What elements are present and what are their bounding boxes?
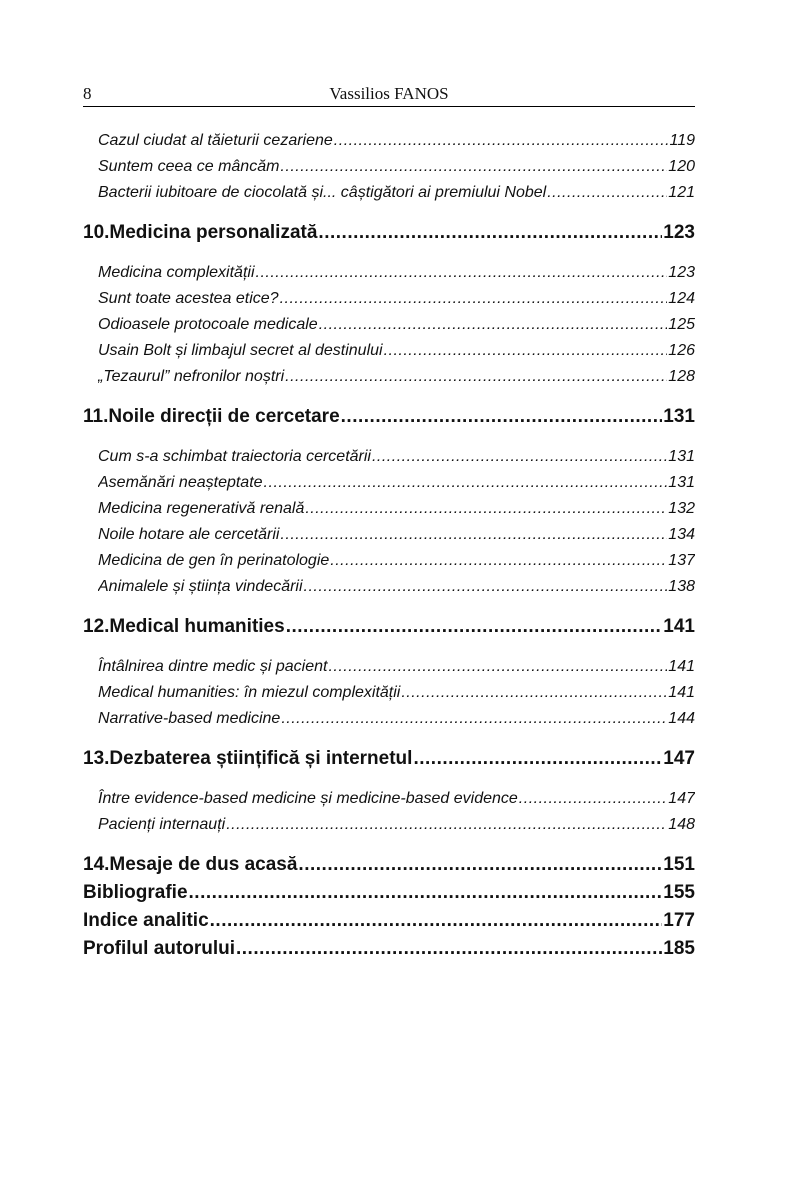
toc-entry-page: 123 [668,264,695,281]
chapter-title: 11.Noile direcții de cercetare [83,406,340,427]
toc-entry [98,706,695,732]
toc-entry-page: 148 [668,816,695,833]
toc-chapter-13 [83,745,695,773]
toc-entry [98,522,695,548]
toc-entry-title: Suntem ceea ce mâncăm [98,158,280,175]
toc-leader-dots [280,154,667,180]
toc-entry-title: Medicina de gen în perinatologie [98,552,330,569]
toc-entry [98,364,695,390]
toc-leader-dots [547,180,667,206]
chapter-page: 151 [663,854,695,875]
toc-leader-dots [341,403,663,431]
toc-leader-dots [264,470,668,496]
toc-leader-dots [401,680,667,706]
toc-leader-dots [236,935,662,963]
toc-author-profile [83,935,695,963]
toc-entry [98,312,695,338]
chapter-page: 131 [663,406,695,427]
chapter-title: 13.Dezbaterea științifică și internetul [83,748,413,769]
toc-entry [98,680,695,706]
toc-leader-dots [189,879,663,907]
toc-entry [98,496,695,522]
toc-entry [98,470,695,496]
toc-leader-dots [280,286,668,312]
chapter-page: 141 [663,616,695,637]
toc-entry [98,180,695,206]
toc-entry-page: 132 [668,500,695,517]
toc-leader-dots [285,364,667,390]
toc-entry [98,654,695,680]
toc-entry-title: Odioasele protocoale medicale [98,316,318,333]
toc-leader-dots [280,522,667,548]
toc-entry-title: Animalele și știința vindecării [98,578,303,595]
chapter-page: 155 [663,882,695,903]
page-number: 8 [83,84,92,103]
toc-bibliography [83,879,695,907]
chapter-title: Indice analitic [83,910,209,931]
toc-chapter-12 [83,613,695,641]
chapter-page: 177 [663,910,695,931]
toc-entry-page: 120 [668,158,695,175]
toc-entry-title: Usain Bolt și limbajul secret al destinului [98,342,383,359]
toc-entry [98,260,695,286]
chapter-title: 14.Mesaje de dus acasă [83,854,298,875]
toc-entry-title: Bacterii iubitoare de ciocolată și... câștigători ai premiului Nobel [98,184,547,201]
toc-entry [98,154,695,180]
toc-entry-title: Sunt toate acestea etice? [98,290,279,307]
toc-entry-title: Medicina complexității [98,264,255,281]
toc-entry-title: Pacienți internauți [98,816,226,833]
toc-leader-dots [319,312,668,338]
toc-chapter-11 [83,403,695,431]
toc-entry-title: Între evidence-based medicine și medicine-based evidence [98,790,518,807]
chapter-title: Profilul autorului [83,938,235,959]
chapter-title: 10.Medicina personalizată [83,222,318,243]
toc-leader-dots [298,851,662,879]
toc-entry-page: 131 [668,448,695,465]
toc-leader-dots [384,338,668,364]
toc-chapter-10 [83,219,695,247]
toc-entry-title: Medicina regenerativă renală [98,500,305,517]
chapter-page: 185 [663,938,695,959]
toc-entry-page: 141 [668,658,695,675]
toc-entry-title: Cum s-a schimbat traiectoria cercetării [98,448,371,465]
toc-entry-page: 147 [668,790,695,807]
toc-entry [98,786,695,812]
toc-leader-dots [372,444,667,470]
toc-leader-dots [334,128,669,154]
toc-entry-title: Narrative-based medicine [98,710,281,727]
toc-entry-title: Medical humanities: în miezul complexității [98,684,401,701]
toc-leader-dots [330,548,667,574]
toc-entry-title: Noile hotare ale cercetării [98,526,280,543]
toc-entry-page: 138 [668,578,695,595]
toc-entry-page: 137 [668,552,695,569]
toc-entry [98,574,695,600]
toc-leader-dots [256,260,668,286]
toc-leader-dots [210,907,663,935]
toc-entry [98,286,695,312]
toc-entry-page: 119 [669,132,695,149]
toc-index [83,907,695,935]
toc-entry [98,128,695,154]
chapter-title: Bibliografie [83,882,188,903]
toc-leader-dots [305,496,667,522]
chapter-page: 147 [663,748,695,769]
toc-entry-title: Asemănări neașteptate [98,474,263,491]
toc-leader-dots [519,786,668,812]
chapter-page: 123 [663,222,695,243]
toc-entry [98,338,695,364]
toc-leader-dots [413,745,662,773]
table-of-contents [83,128,695,963]
toc-entry-page: 144 [668,710,695,727]
toc-entry [98,444,695,470]
toc-entry-title: „Tezaurul” nefronilor noștri [98,368,285,385]
toc-entry-page: 134 [668,526,695,543]
toc-entry [98,548,695,574]
page-header [83,84,695,107]
toc-entry-page: 124 [668,290,695,307]
toc-entry-title: Întâlnirea dintre medic și pacient [98,658,328,675]
toc-entry-page: 141 [668,684,695,701]
running-head-author: Vassilios FANOS [329,84,449,103]
toc-entry-title: Cazul ciudat al tăieturii cezariene [98,132,333,149]
toc-entry-page: 131 [668,474,695,491]
toc-entry-page: 126 [668,342,695,359]
toc-leader-dots [286,613,663,641]
toc-entry [98,812,695,838]
toc-leader-dots [304,574,668,600]
toc-chapter-14 [83,851,695,879]
toc-leader-dots [281,706,667,732]
toc-entry-page: 121 [668,184,695,201]
toc-leader-dots [328,654,667,680]
toc-leader-dots [318,219,662,247]
toc-entry-page: 128 [668,368,695,385]
chapter-title: 12.Medical humanities [83,616,285,637]
toc-entry-page: 125 [668,316,695,333]
toc-leader-dots [226,812,667,838]
